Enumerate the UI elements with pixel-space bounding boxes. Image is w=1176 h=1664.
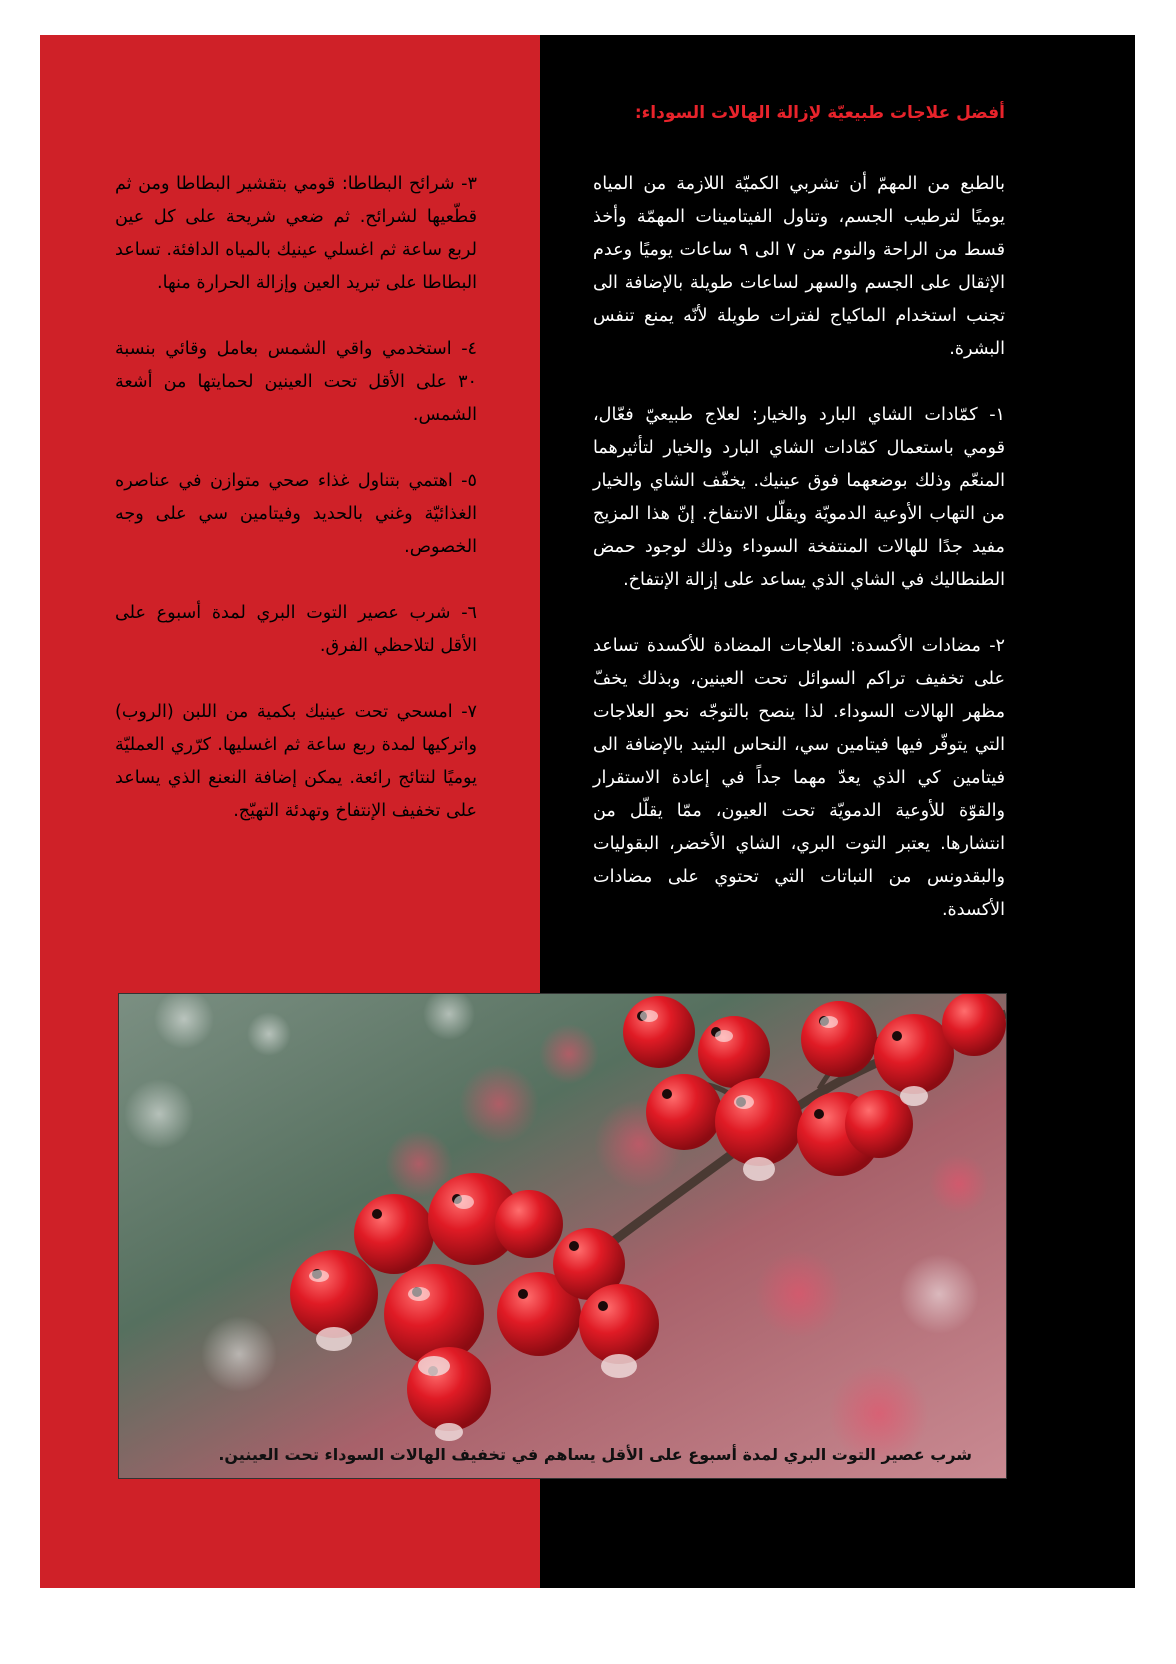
tip-5-paragraph: ٥- اهتمي بتناول غذاء صحي متوازن في عناصره الغذائيّة وغني بالحديد وفيتامين سي على وجه الخصوص. xyxy=(115,471,477,557)
tip-7-paragraph: ٧- امسحي تحت عينيك بكمية من اللبن (الروب) واتركيها لمدة ربع ساعة ثم اغسليها. كرّري العمليّة يوميًا لنتائج رائعة. يمكن إضافة النعنع الذي يساعد على تخفيف الإنتفاخ وتهدئة التهيّج. xyxy=(115,702,477,821)
tip-4-paragraph: ٤- استخدمي واقي الشمس بعامل وقائي بنسبة ٣٠ على الأقل تحت العينين لحمايتها من أشعة الشمس. xyxy=(115,339,477,425)
berries-photo xyxy=(118,993,1007,1479)
tip-2-paragraph: ٢- مضادات الأكسدة: العلاجات المضادة للأكسدة تساعد على تخفيف تراكم السوائل تحت العينين، وبذلك يخفّ مظهر الهالات السوداء. لذا ينصح بالتوجّه نحو العلاجات التي يتوفّر فيها فيتامين سي، النحاس البتيد بالإضافة الى فيتامين كي الذي يعدّ مهما جداً في إعادة الاستقرار والقوّة للأوعية الدمويّة تحت العيون، ممّا يقلّل من انتشارها. يعتبر التوت البري، الشاي الأخضر، البقوليات والبقدونس من النباتات التي تحتوي على مضادات الأكسدة. xyxy=(593,636,1005,920)
tip-3-paragraph: ٣- شرائح البطاطا: قومي بتقشير البطاطا ومن ثم قطّعيها لشرائح. ثم ضعي شريحة على كل عين لربع ساعة ثم اغسلي عينيك بالمياه الدافئة. تساعد البطاطا على تبريد العين وإزالة الحرارة منها. xyxy=(115,174,477,293)
intro-paragraph: بالطبع من المهمّ أن تشربي الكميّة اللازمة من المياه يوميًا لترطيب الجسم، وتناول الفيتامينات المهمّة وأخذ قسط من الراحة والنوم من ٧ الى ٩ ساعات يوميًا وعدم الإثقال على الجسم والسهر لساعات طويلة بالإضافة الى تجنب استخدام الماكياج لفترات طويلة لأنّه يمنع تنفس البشرة. xyxy=(593,174,1005,359)
photo-caption: شرب عصير التوت البري لمدة أسبوع على الأقل يساهم في تخفيف الهالات السوداء تحت العينين. xyxy=(218,1445,972,1464)
berries-illustration xyxy=(119,994,1006,1478)
left-text-column xyxy=(115,168,477,861)
right-text-column xyxy=(593,168,1005,960)
tip-6-paragraph: ٦- شرب عصير التوت البري لمدة أسبوع على الأقل لتلاحظي الفرق. xyxy=(115,603,477,656)
tip-1-paragraph: ١- كمّادات الشاي البارد والخيار: لعلاج طبيعيّ فعّال، قومي باستعمال كمّادات الشاي البارد والخيار لتأثيرهما المنعّم وذلك بوضعهما فوق عينيك. يخفّف الشاي والخيار من التهاب الأوعية الدمويّة ويقلّل الانتفاخ. إنّ هذا المزيج مفيد جدًا للهالات المنتفخة السوداء وذلك لوجود حمض الطنطاليك في الشاي الذي يساعد على إزالة الإنتفاخ. xyxy=(593,405,1005,590)
article-heading: أفضل علاجات طبيعيّة لإزالة الهالات السوداء: xyxy=(634,103,1005,123)
